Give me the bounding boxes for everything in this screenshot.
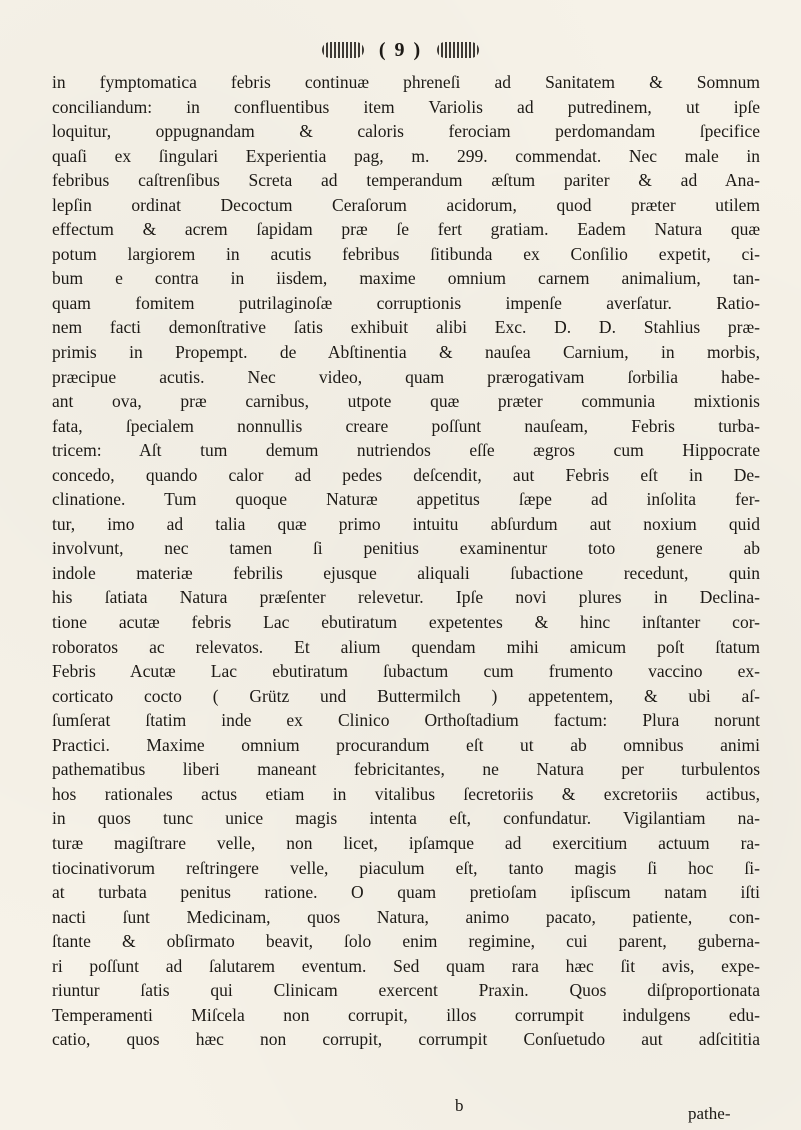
text-line: conciliandum: in confluentibus item Variolis ad putredinem, ut ipſe [52,96,760,117]
catchword: pathe- [688,1104,731,1123]
text-line: turæ magiſtrare velle, non licet, ipſamque ad exercitium actuum ra- [52,832,760,853]
text-line: involvunt, nec tamen ſi penitius examinentur toto genere ab [52,538,760,559]
text-line: quaſi ex ſingulari Experientia pag, m. 299. commendat. Nec male in [52,145,760,166]
text-line: indole materiæ febrilis ejusque aliquali ſubactione recedunt, quin [52,562,760,583]
text-line: ſumſerat ſtatim inde ex Clinico Orthoſtadium factum: Plura norunt [52,710,760,731]
text-line: fata, ſpecialem nonnullis creare poſſunt nauſeam, Febris turba- [52,415,760,436]
text-line: lepſin ordinat Decoctum Ceraſorum acidorum, quod præter utilem [52,194,760,215]
text-line: in quos tunc unice magis intenta eſt, confundatur. Vigilantiam na- [52,808,760,829]
text-line: effectum & acrem ſapidam præ ſe fert gratiam. Eadem Natura quæ [52,219,760,240]
text-line: ri poſſunt ad ſalutarem eventum. Sed quam rara hæc ſit avis, expe- [52,955,760,976]
left-ornament-icon [322,42,364,58]
page-number: ( 9 ) [378,38,423,61]
text-line: nem facti demonſtrative ſatis exhibuit alibi Exc. D. D. Stahlius præ- [52,317,760,338]
text-line: hos rationales actus etiam in vitalibus ſecretoriis & excretoriis actibus, [52,783,760,804]
text-line: tur, imo ad talia quæ primo intuitu abſurdum aut noxium quid [52,513,760,534]
text-line: tiocinativorum reſtringere velle, piaculum eſt, tanto magis ſi hoc ſi- [52,857,760,878]
text-line: roboratos ac relevatos. Et alium quendam mihi amicum poſt ſtatum [52,636,760,657]
text-line: corticato cocto ( Grütz und Buttermilch ) appetentem, & ubi aſ- [52,685,760,706]
right-ornament-icon [437,42,479,58]
text-line: catio, quos hæc non corrupit, corrumpit Conſuetudo aut adſcititia [52,1029,760,1050]
text-line: tricem: Aſt tum demum nutriendos eſſe ægros cum Hippocrate [52,440,760,461]
text-line: nacti ſunt Medicinam, quos Natura, animo pacato, patiente, con- [52,906,760,927]
text-line: quam fomitem putrilaginoſæ corruptionis impenſe averſatur. Ratio- [52,292,760,313]
text-line: Practici. Maxime omnium procurandum eſt ut ab omnibus animi [52,734,760,755]
signature-mark: b [455,1096,464,1115]
text-line: his ſatiata Natura præſenter relevetur. Ipſe novi plures in Declina- [52,587,760,608]
page-header [0,38,801,62]
text-line: Febris Acutæ Lac ebutiratum ſubactum cum frumento vaccino ex- [52,661,760,682]
body-text [52,70,760,1052]
text-line: febribus caſtrenſibus Screta ad temperandum æſtum pariter & ad Ana- [52,170,760,191]
text-line: clinatione. Tum quoque Naturæ appetitus ſæpe ad inſolita fer- [52,489,760,510]
text-line: pathematibus liberi maneant febricitantes, ne Natura per turbulentos [52,759,760,780]
text-line: tione acutæ febris Lac ebutiratum expetentes & hinc inſtanter cor- [52,612,760,633]
text-line: bum e contra in iisdem, maxime omnium carnem animalium, tan- [52,268,760,289]
text-line: concedo, quando calor ad pedes deſcendit, aut Febris eſt in De- [52,464,760,485]
text-line: potum largiorem in acutis febribus ſitibunda ex Conſilio expetit, ci- [52,243,760,264]
text-line: Temperamenti Miſcela non corrupit, illos corrumpit indulgens edu- [52,1004,760,1025]
text-line: primis in Propempt. de Abſtinentia & nauſea Carnium, in morbis, [52,342,760,363]
text-line: riuntur ſatis qui Clinicam exercent Praxin. Quos diſproportionata [52,980,760,1001]
text-line: præcipue acutis. Nec video, quam prærogativam ſorbilia habe- [52,366,760,387]
text-line: in fymptomatica febris continuæ phreneſi ad Sanitatem & Somnum [52,72,760,92]
text-line: ſtante & obſirmato beavit, ſolo enim regimine, cui parent, guberna- [52,931,760,952]
text-line: loquitur, oppugnandam & caloris ferociam perdomandam ſpecifice [52,121,760,142]
text-line: ant ova, præ carnibus, utpote quæ præter communia mixtionis [52,391,760,412]
text-line: at turbata penitus ratione. O quam pretioſam ipſiscum natam iſti [52,882,760,903]
